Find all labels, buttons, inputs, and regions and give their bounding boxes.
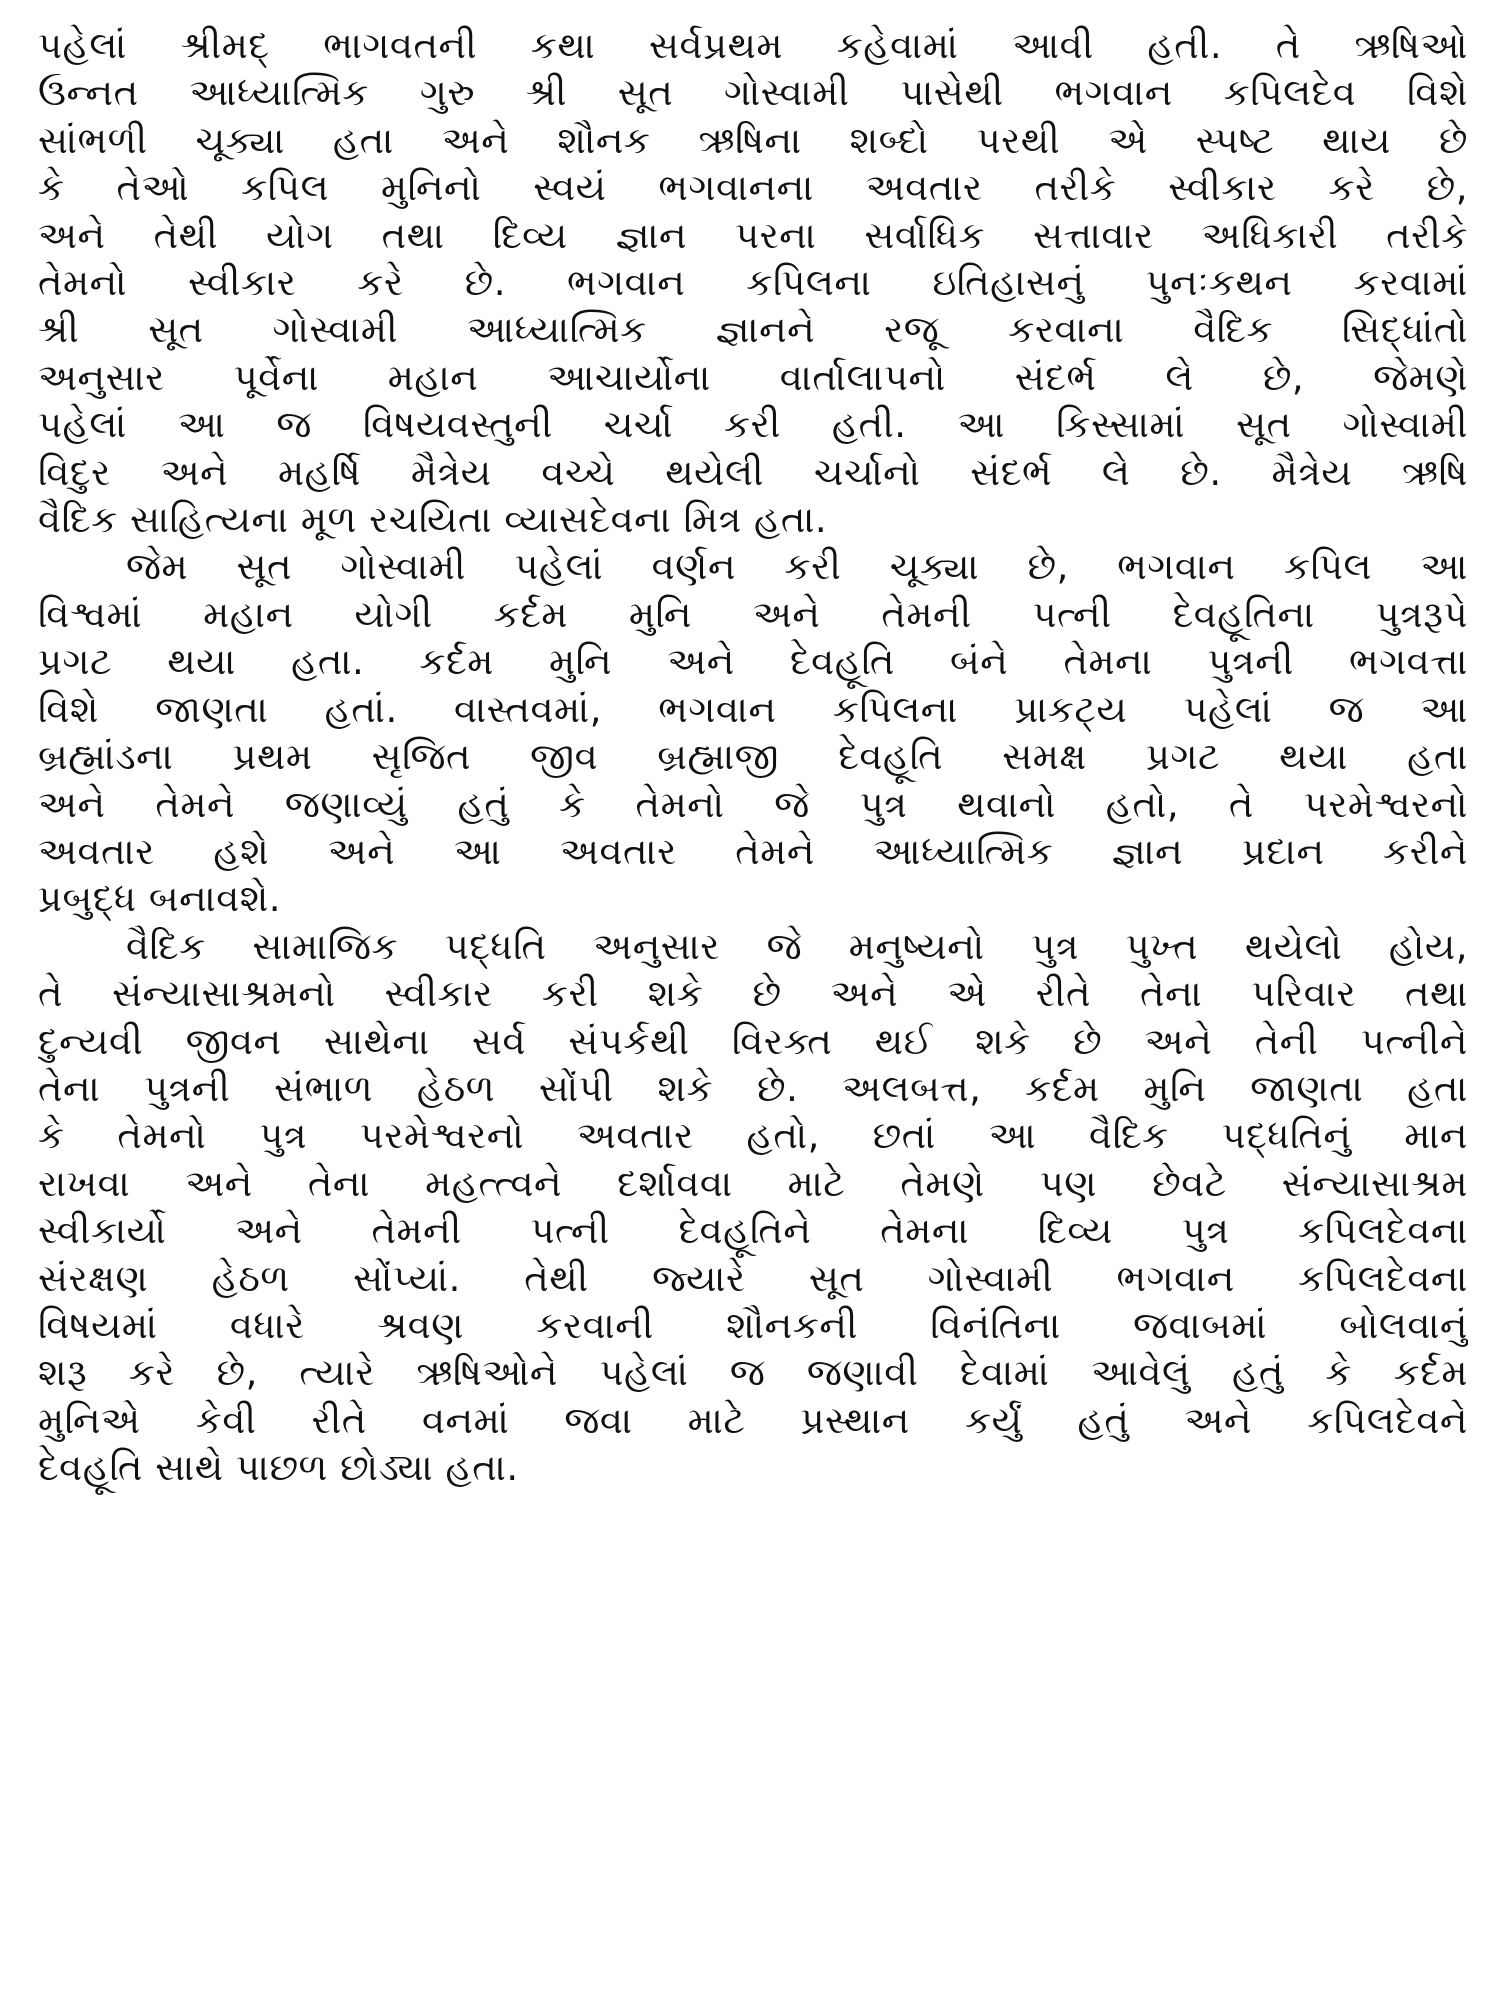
text-line: રાખવા અને તેના મહત્ત્વને દર્શાવવા માટે તેમણે પણ છેવટે સંન્યાસાશ્રમ	[38, 1161, 1468, 1205]
text-line: કે તેઓ કપિલ મુનિનો સ્વયં ભગવાનના અવતાર તરીકે સ્વીકાર કરે છે,	[38, 166, 1468, 210]
text-line: વિશ્વમાં મહાન યોગી કર્દમ મુનિ અને તેમની પત્ની દેવહૂતિના પુત્રરૂપે	[38, 592, 1468, 636]
text-line: દેવહૂતિ સાથે પાછળ છોડ્યા હતા.	[38, 1446, 519, 1490]
text-line: વૈદિક સાહિત્યના મૂળ રચયિતા વ્યાસદેવના મિત્ર હતા.	[38, 498, 828, 542]
text-line: સ્વીકાર્યો અને તેમની પત્ની દેવહૂતિને તેમના દિવ્ય પુત્ર કપિલદેવના	[38, 1209, 1468, 1253]
text-line: ઉન્નત આધ્યાત્મિક ગુરુ શ્રી સૂત ગોસ્વામી પાસેથી ભગવાન કપિલદેવ વિશે	[38, 71, 1468, 115]
text-line: તેમનો સ્વીકાર કરે છે. ભગવાન કપિલના ઇતિહાસનું પુનઃકથન કરવામાં	[38, 261, 1468, 305]
text-line: વિશે જાણતા હતાં. વાસ્તવમાં, ભગવાન કપિલના પ્રાકટ્ય પહેલાં જ આ	[38, 687, 1468, 731]
text-line: તે સંન્યાસાશ્રમનો સ્વીકાર કરી શકે છે અને એ રીતે તેના પરિવાર તથા	[38, 972, 1468, 1016]
text-line: અનુસાર પૂર્વેના મહાન આચાર્યોના વાર્તાલાપનો સંદર્ભ લે છે, જેમણે	[38, 355, 1468, 399]
text-line: અને તેથી યોગ તથા દિવ્ય જ્ઞાન પરના સર્વાધિક સત્તાવાર અધિકારી તરીકે	[38, 213, 1468, 257]
text-line: સંરક્ષણ હેઠળ સોંપ્યાં. તેથી જ્યારે સૂત ગોસ્વામી ભગવાન કપિલદેવના	[38, 1256, 1468, 1300]
text-line: પ્રગટ થયા હતા. કર્દમ મુનિ અને દેવહૂતિ બંને તેમના પુત્રની ભગવત્તા	[38, 640, 1468, 684]
text-line: પહેલાં આ જ વિષયવસ્તુની ચર્ચા કરી હતી. આ કિસ્સામાં સૂત ગોસ્વામી	[38, 403, 1468, 447]
text-line: મુનિએ કેવી રીતે વનમાં જવા માટે પ્રસ્થાન કર્યું હતું અને કપિલદેવને	[38, 1398, 1468, 1442]
text-line: શરૂ કરે છે, ત્યારે ઋષિઓને પહેલાં જ જણાવી દેવામાં આવેલું હતું કે કર્દમ	[38, 1351, 1468, 1395]
text-line: વિદુર અને મહર્ષિ મૈત્રેય વચ્ચે થયેલી ચર્ચાનો સંદર્ભ લે છે. મૈત્રેય ઋષિ	[38, 450, 1468, 494]
text-line: દુન્યવી જીવન સાથેના સર્વ સંપર્કથી વિરક્ત થઈ શકે છે અને તેની પત્નીને	[38, 1019, 1468, 1063]
paragraph-3	[38, 923, 1468, 1492]
text-line: બ્રહ્માંડના પ્રથમ સૃજિત જીવ બ્રહ્માજી દેવહૂતિ સમક્ષ પ્રગટ થયા હતા	[38, 735, 1468, 779]
document-page	[38, 22, 1468, 1982]
text-line: જેમ સૂત ગોસ્વામી પહેલાં વર્ણન કરી ચૂક્યા છે, ભગવાન કપિલ આ	[126, 545, 1468, 589]
text-line: તેના પુત્રની સંભાળ હેઠળ સોંપી શકે છે. અલબત્ત, કર્દમ મુનિ જાણતા હતા	[38, 1066, 1468, 1110]
text-line: વિષયમાં વધારે શ્રવણ કરવાની શૌનકની વિનંતિના જવાબમાં બોલવાનું	[38, 1303, 1468, 1347]
text-line: શ્રી સૂત ગોસ્વામી આધ્યાત્મિક જ્ઞાનને રજૂ કરવાના વૈદિક સિદ્ધાંતો	[38, 308, 1468, 352]
text-line: કે તેમનો પુત્ર પરમેશ્વરનો અવતાર હતો, છતાં આ વૈદિક પદ્ધતિનું માન	[38, 1114, 1468, 1158]
text-line: અને તેમને જણાવ્યું હતું કે તેમનો જે પુત્ર થવાનો હતો, તે પરમેશ્વરનો	[38, 782, 1468, 826]
paragraph-2	[38, 543, 1468, 922]
text-line: પ્રબુદ્ધ બનાવશે.	[38, 877, 282, 921]
text-line: અવતાર હશે અને આ અવતાર તેમને આધ્યાત્મિક જ્ઞાન પ્રદાન કરીને	[38, 829, 1468, 873]
text-line: પહેલાં શ્રીમદ્ ભાગવતની કથા સર્વપ્રથમ કહેવામાં આવી હતી. તે ઋષિઓ	[38, 24, 1468, 67]
paragraph-1	[38, 22, 1468, 543]
text-line: વૈદિક સામાજિક પદ્ધતિ અનુસાર જે મનુષ્યનો પુત્ર પુખ્ત થયેલો હોય,	[126, 924, 1468, 968]
text-line: સાંભળી ચૂક્યા હતા અને શૌનક ઋષિના શબ્દો પરથી એ સ્પષ્ટ થાય છે	[38, 118, 1468, 162]
